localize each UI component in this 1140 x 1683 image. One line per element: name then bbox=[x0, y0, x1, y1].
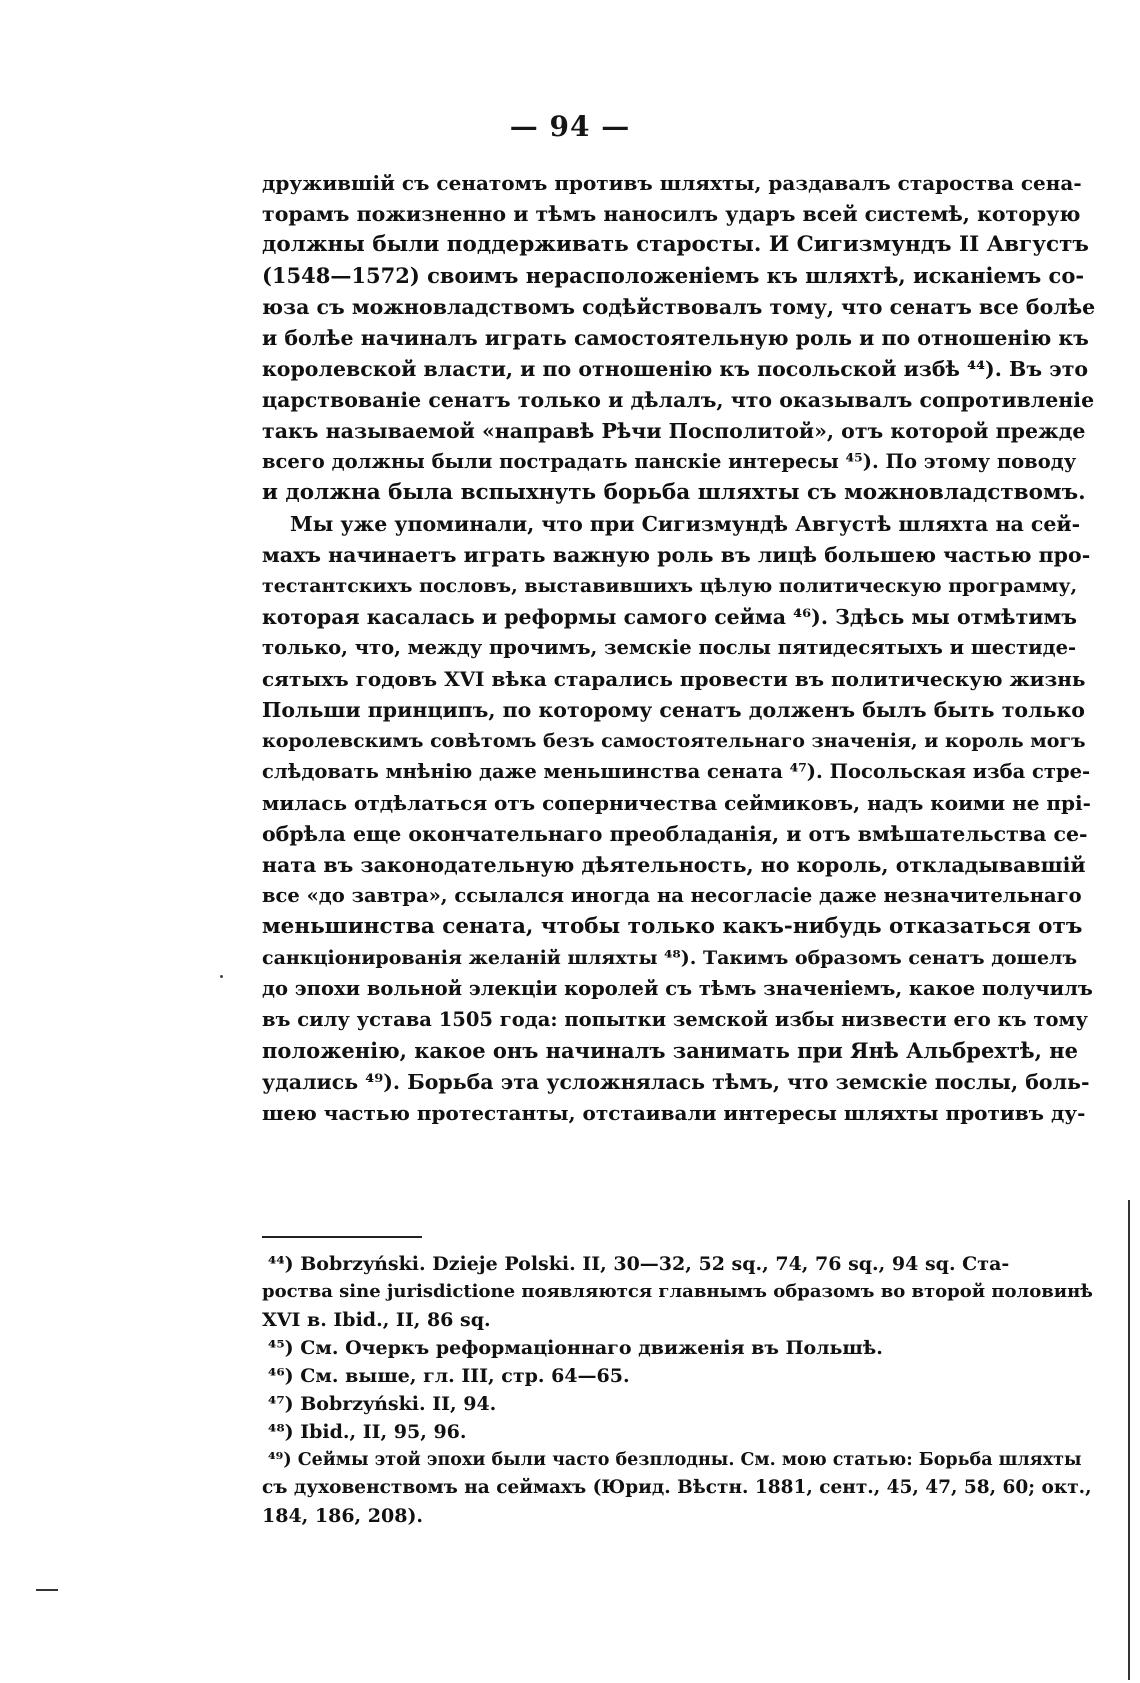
body-line: въ силу устава 1505 года: попытки земской избы низвести его къ тому bbox=[262, 1008, 1088, 1031]
body-line: до эпохи вольной элекціи королей съ тѣмъ значеніемъ, какое получилъ bbox=[262, 977, 1093, 1000]
footnote-rule bbox=[262, 1236, 422, 1238]
body-line: юза съ можновладствомъ содѣйствовалъ тому, что сенатъ все болѣе bbox=[262, 295, 1096, 319]
body-line: и должна была вспыхнуть борьба шляхты съ можновладствомъ. bbox=[262, 480, 1086, 505]
body-line: тестантскихъ пословъ, выставившихъ цѣлую политическую программу, bbox=[262, 575, 1078, 597]
body-line: королевской власти, и по отношенію къ посольской избѣ ⁴⁴). Въ это bbox=[262, 357, 1089, 381]
body-line: сятыхъ годовъ XVI вѣка старались провести въ политическую жизнь bbox=[262, 667, 1086, 691]
body-line: шею частью протестанты, отстаивали интересы шляхты противъ ду- bbox=[262, 1101, 1086, 1125]
body-line: махъ начинаетъ играть важную роль въ лицѣ большею частью про- bbox=[262, 543, 1091, 567]
body-line: обрѣла еще окончательнаго преобладанія, и отъ вмѣшательства се- bbox=[262, 822, 1088, 846]
footnote-line: ⁴⁷) Bobrzyński. II, 94. bbox=[268, 1393, 497, 1415]
body-line: царствованіе сенатъ только и дѣлалъ, что оказывалъ сопротивленіе bbox=[262, 388, 1095, 412]
body-line: меньшинства сената, чтобы только какъ-нибудь отказаться отъ bbox=[262, 914, 1083, 939]
body-line: все «до завтра», ссылался иногда на несогласіе даже незначительнаго bbox=[262, 884, 1082, 907]
body-line: такъ называемой «направѣ Рѣчи Посполитой», отъ которой прежде bbox=[262, 419, 1086, 443]
body-line: слѣдовать мнѣнію даже меньшинства сената ⁴⁷). Посольская изба стре- bbox=[262, 760, 1091, 783]
footnote-line: съ духовенствомъ на сеймахъ (Юрид. Вѣстн. 1881, сент., 45, 47, 58, 60; окт., bbox=[262, 1477, 1092, 1498]
footnote-line: ⁴⁵) См. Очеркъ реформаціоннаго движенія въ Польшѣ. bbox=[268, 1337, 883, 1359]
body-line: должны были поддерживать старосты. И Сигизмундъ II Августъ bbox=[262, 232, 1089, 257]
body-line: милась отдѣлаться отъ соперничества сеймиковъ, надъ коими не прі- bbox=[262, 791, 1091, 815]
footnote-line: 184, 186, 208). bbox=[262, 1505, 424, 1527]
body-line: (1548—1572) своимъ нерасположеніемъ къ шляхтѣ, исканіемъ со- bbox=[262, 263, 1085, 288]
margin-mark bbox=[220, 975, 223, 978]
footnote-line: ⁴⁶) См. выше, гл. III, стр. 64—65. bbox=[268, 1365, 630, 1387]
body-line: Мы уже упоминали, что при Сигизмундѣ Августѣ шляхта на сей- bbox=[290, 512, 1081, 536]
footnote-line: ⁴⁴) Bobrzyński. Dzieje Polski. II, 30—32, 52 sq., 74, 76 sq., 94 sq. Ста- bbox=[268, 1253, 1010, 1275]
footnote-line: роства sine jurisdictione появляются главнымъ образомъ во второй половинѣ bbox=[262, 1281, 1093, 1302]
body-line: дружившій съ сенатомъ противъ шляхты, раздавалъ староства сена- bbox=[262, 171, 1082, 195]
footnote-line: ⁴⁸) Ibid., II, 95, 96. bbox=[268, 1421, 467, 1443]
footnote-line: ⁴⁹) Сеймы этой эпохи были часто безплодны. См. мою статью: Борьба шляхты bbox=[268, 1450, 1082, 1470]
binding-edge-line bbox=[1128, 1200, 1130, 1680]
body-line: удались ⁴⁹). Борьба эта усложнялась тѣмъ, что земскіе послы, боль- bbox=[262, 1070, 1090, 1094]
body-line: Польши принципъ, по которому сенатъ долженъ былъ быть только bbox=[262, 698, 1085, 722]
body-line: и болѣе начиналъ играть самостоятельную роль и по отношенію къ bbox=[262, 326, 1089, 350]
body-line: санкціонированія желаній шляхты ⁴⁸). Такимъ образомъ сенатъ дошелъ bbox=[262, 947, 1078, 969]
body-line: королевскимъ совѣтомъ безъ самостоятельнаго значенія, и король могъ bbox=[262, 730, 1086, 752]
body-line: ната въ законодательную дѣятельность, но король, откладывавшій bbox=[262, 853, 1086, 877]
body-line: только, что, между прочимъ, земскіе послы пятидесятыхъ и шестиде- bbox=[262, 636, 1077, 659]
body-line: которая касалась и реформы самого сейма ⁴⁶). Здѣсь мы отмѣтимъ bbox=[262, 605, 1078, 629]
margin-dash bbox=[36, 1589, 58, 1591]
footnote-line: XVI в. Ibid., II, 86 sq. bbox=[262, 1309, 491, 1331]
body-line: всего должны были пострадать панскіе интересы ⁴⁵). По этому поводу bbox=[262, 450, 1077, 473]
page-number: — 94 — bbox=[509, 110, 631, 143]
body-line: положенію, какое онъ начиналъ занимать при Янѣ Альбрехтѣ, не bbox=[262, 1038, 1078, 1063]
body-line: торамъ пожизненно и тѣмъ наносилъ ударъ всей системѣ, которую bbox=[262, 202, 1081, 226]
